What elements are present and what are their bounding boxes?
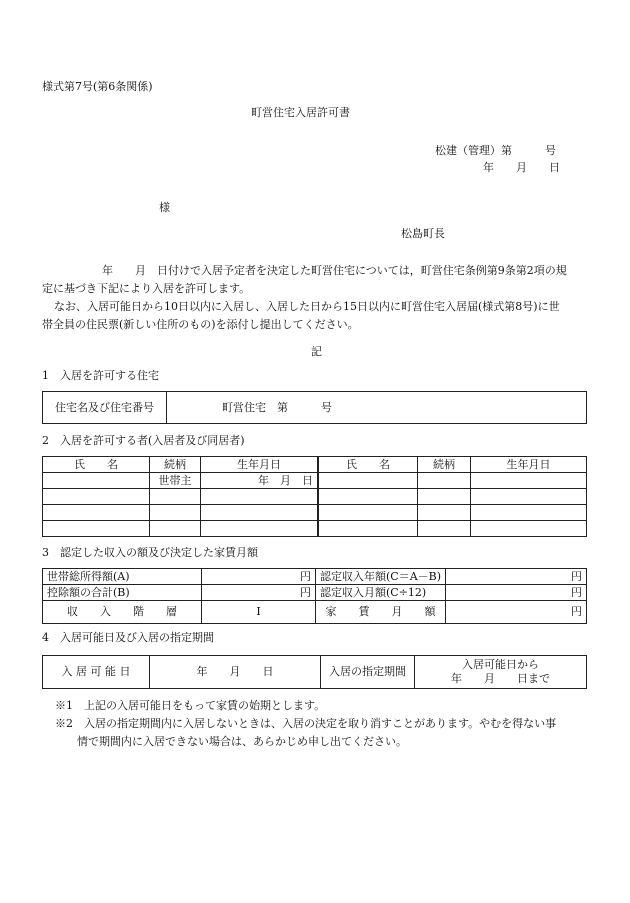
head-relation-cell: 世帯主 bbox=[150, 473, 201, 489]
table-cell bbox=[418, 473, 471, 489]
note-2-line-2: 情で期間内に入居できない場合は、あらかじめ申し出てください。 bbox=[77, 735, 407, 748]
body-line-1: 年 月 日付けで入居予定者を決定した町営住宅については，町営住宅条例第9条第2項の規 bbox=[102, 264, 567, 277]
table-row bbox=[43, 505, 587, 521]
document-number: 松建（管理）第 号 bbox=[435, 144, 556, 157]
deduction-label: 控除額の合計(B) bbox=[43, 585, 202, 601]
table-row bbox=[43, 656, 587, 689]
section-3-heading: 3 認定した収入の額及び決定した家賃月額 bbox=[42, 546, 258, 559]
addressee-suffix: 様 bbox=[159, 201, 170, 214]
table-row bbox=[43, 521, 587, 537]
period-line-2: 年 月 日まで bbox=[451, 672, 550, 685]
income-unit-a: 円 bbox=[202, 569, 316, 585]
body-paragraph bbox=[42, 262, 602, 334]
body-line-3: なお、入居可能日から10日以内に入居し、入居した日から15日以内に町営住宅入居届(様式第8号)に世 bbox=[54, 300, 560, 313]
move-in-date-value: 年 月 日 bbox=[150, 656, 321, 689]
notes bbox=[55, 697, 595, 751]
note-1: ※1 上記の入居可能日をもって家賃の始期とします。 bbox=[55, 699, 326, 712]
monthly-rent-unit: 円 bbox=[446, 601, 587, 624]
occupants-table bbox=[42, 456, 587, 537]
income-bracket-label: 収 入 階 層 bbox=[43, 601, 202, 624]
table-row bbox=[43, 569, 587, 585]
housing-value: 町営住宅 第 号 bbox=[167, 392, 587, 424]
table-cell bbox=[43, 473, 150, 489]
move-in-date-label: 入 居 可 能 日 bbox=[43, 656, 150, 689]
header-name-2: 氏 名 bbox=[318, 457, 418, 473]
housing-label: 住宅名及び住宅番号 bbox=[43, 392, 167, 424]
income-label-a: 世帯総所得額(A) bbox=[43, 569, 202, 585]
ki-label: 記 bbox=[311, 345, 322, 358]
occupants-header-row bbox=[43, 457, 587, 473]
section-1-heading: 1 入居を許可する住宅 bbox=[42, 369, 159, 382]
income-table bbox=[42, 568, 587, 624]
income-unit-c: 円 bbox=[446, 569, 587, 585]
header-name-1: 氏 名 bbox=[43, 457, 150, 473]
body-line-4: 帯全員の住民票(新しい住所のもの)を添付し提出してください。 bbox=[42, 318, 359, 331]
note-2-line-1: ※2 入居の指定期間内に入居しないときは、入居の決定を取り消すことがあります。やむを得ない事 bbox=[55, 717, 557, 730]
table-row bbox=[43, 473, 587, 489]
table-cell bbox=[471, 473, 587, 489]
housing-table bbox=[42, 391, 587, 424]
deduction-unit: 円 bbox=[202, 585, 316, 601]
issuer-name: 松島町長 bbox=[401, 227, 445, 240]
income-bracket-value: Ⅰ bbox=[202, 601, 316, 624]
birthdate-placeholder: 年 月 日 bbox=[201, 473, 319, 489]
monthly-income-label: 認定収入月額(C÷12) bbox=[316, 585, 446, 601]
header-birthdate-1: 生年月日 bbox=[201, 457, 319, 473]
period-value bbox=[415, 656, 587, 689]
table-row bbox=[43, 601, 587, 624]
header-relation-2: 続柄 bbox=[418, 457, 471, 473]
table-row bbox=[43, 489, 587, 505]
form-number: 様式第7号(第6条関係) bbox=[42, 80, 153, 93]
body-line-2: 定に基づき下記により入居を許可します。 bbox=[42, 282, 251, 295]
move-in-table bbox=[42, 655, 587, 689]
monthly-rent-label: 家 賃 月 額 bbox=[316, 601, 446, 624]
section-4-heading: 4 入居可能日及び入居の指定期間 bbox=[42, 631, 214, 644]
monthly-income-unit: 円 bbox=[446, 585, 587, 601]
header-relation-1: 続柄 bbox=[150, 457, 201, 473]
table-row bbox=[43, 585, 587, 601]
section-2-heading: 2 入居を許可する者(入居者及び同居者) bbox=[42, 434, 245, 447]
period-label: 入居の指定期間 bbox=[321, 656, 415, 689]
period-line-1: 入居可能日から bbox=[462, 658, 539, 671]
header-birthdate-2: 生年月日 bbox=[471, 457, 587, 473]
issue-date: 年 月 日 bbox=[483, 161, 560, 174]
income-label-c: 認定収入年額(C＝A－B) bbox=[316, 569, 446, 585]
table-cell bbox=[318, 473, 418, 489]
document-title: 町営住宅入居許可書 bbox=[251, 106, 350, 119]
